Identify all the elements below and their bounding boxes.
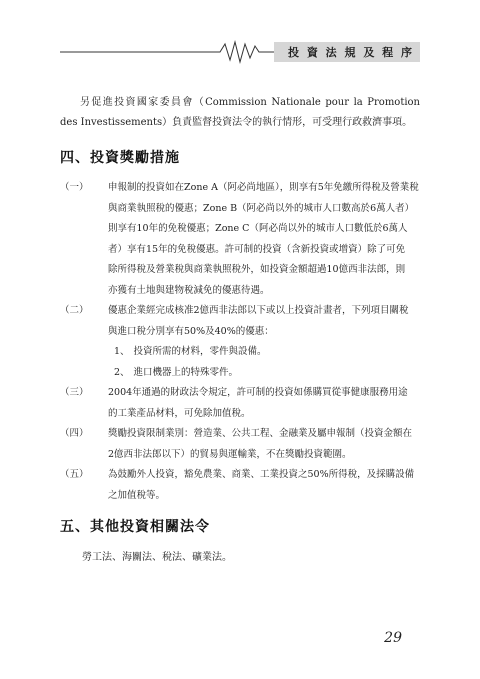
list-item-line: 2004年通過的財政法令規定，許可制的投資如係購買從事健康服務用途 (108, 387, 408, 398)
page-header (60, 38, 420, 64)
list-item (60, 465, 422, 506)
other-laws-text: 勞工法、海關法、稅法、礦業法。 (82, 552, 232, 563)
list-item-line: 獎勵投資限制業別：營造業、公共工程、金融業及屬申報制（投資金額在 (108, 428, 413, 439)
sub-list-text: 投資所需的材料，零件與設備。 (133, 346, 267, 357)
sub-list-text: 進口機器上的特殊零件。 (133, 366, 239, 378)
list-item-body (108, 424, 422, 465)
list-item-line: 與商業執照稅的優惠；Zone B（阿必尚以外的城市人口數高於6萬人者） (108, 202, 415, 214)
intro-text: 另促進投資國家委員會（Commission Nationale pour la Promotion des Investissements）負責監督投資法令的執行情形，可受理行政救濟事項。 (60, 97, 420, 128)
list-item-number: （三） (60, 387, 89, 398)
list-item-line: 之加值稅等。 (108, 489, 166, 501)
list-item-line: 除所得稅及營業稅與商業執照稅外，如投資金額超過10億西非法郎，則 (108, 264, 406, 275)
intro-paragraph (60, 93, 420, 133)
list-item-number: （一） (60, 182, 89, 193)
list-item-line: 優惠企業經完成核准2億西非法郎以下或以上投資計畫者，下列項目關稅 (108, 305, 409, 316)
page-number: 29 (384, 630, 402, 646)
list-item-body (108, 465, 422, 506)
list-item-number: （四） (60, 428, 89, 439)
list-item (60, 301, 422, 383)
sub-list-marker: 2、 (114, 366, 130, 378)
incentive-list (60, 178, 422, 506)
list-item-line: 的工業產品材料，可免除加值稅。 (108, 407, 251, 419)
section-4-title: 四、投資獎勵措施 (60, 150, 180, 166)
list-item (60, 178, 422, 301)
list-item-body (108, 178, 422, 301)
list-item (60, 383, 422, 424)
sub-list-marker: 1、 (114, 346, 130, 357)
sub-list-item (108, 342, 422, 363)
list-item-line: 者）享有15年的免稅優惠。許可制的投資（含新投資或增資）除了可免 (108, 243, 406, 255)
list-item-number: （二） (60, 305, 89, 316)
list-item-body (108, 301, 422, 383)
list-item-body (108, 383, 422, 424)
list-item (60, 424, 422, 465)
section-5-title: 五、其他投資相關法令 (60, 519, 210, 535)
list-item-line: 申報制的投資如在Zone A（阿必尚地區），則享有5年免繳所得稅及營業稅 (108, 182, 419, 193)
list-item-line: 亦獲有土地與建物稅減免的優惠待遇。 (108, 284, 270, 296)
list-item-line: 為鼓勵外人投資，豁免農業、商業、工業投資之50%所得稅，及採購設備 (108, 469, 415, 480)
list-item-line: 2億西非法郎以下）的貿易與運輸業，不在獎勵投資範圍。 (108, 448, 352, 460)
list-item-number: （五） (60, 469, 89, 480)
header-section-label: 投 資 法 規 及 程 序 (274, 42, 420, 62)
list-item-line: 與進口稅分別享有50%及40%的優惠： (108, 325, 274, 337)
sub-list-item (108, 363, 422, 384)
list-item-line: 則享有10年的免稅優惠；Zone C（阿必尚以外的城市人口數低於6萬人 (108, 223, 408, 234)
